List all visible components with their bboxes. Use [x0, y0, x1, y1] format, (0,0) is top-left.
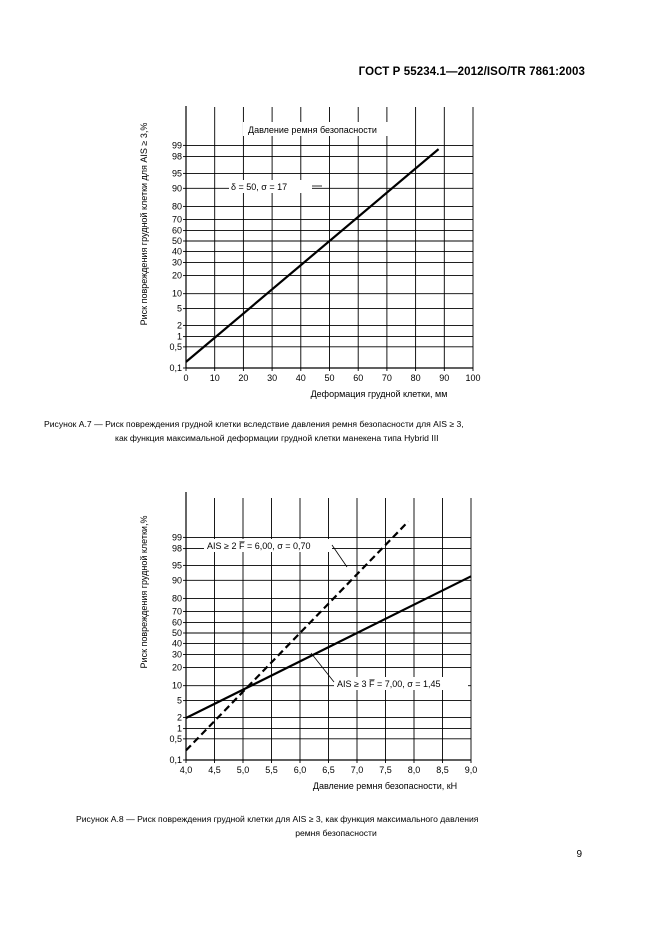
x-tick-label: 4,5 [208, 765, 221, 775]
y-tick-label: 99 [171, 532, 182, 543]
y-tick-label: 2 [176, 712, 182, 723]
y-tick-label: 20 [171, 662, 182, 673]
y-tick-label: 10 [171, 288, 182, 299]
x-tick-label: 10 [209, 373, 220, 383]
annotation-dashed-series: AIS ≥ 2 F̅ = 6,00, σ = 0,70 [207, 541, 311, 551]
y-tick-label: 60 [171, 617, 182, 628]
figure-a8-caption [76, 812, 636, 840]
y-tick-label: 0,5 [169, 733, 182, 744]
x-tick-label: 50 [324, 373, 335, 383]
y-tick-label: 40 [171, 638, 182, 649]
y-axis-title: Риск повреждения грудной клетки для AIS ≥ 3,% [139, 122, 149, 326]
y-tick-label: 98 [171, 543, 182, 554]
document-header: ГОСТ Р 55234.1—2012/ISO/TR 7861:2003 [358, 66, 585, 78]
x-tick-label: 5,5 [265, 765, 278, 775]
x-axis-title: Давление ремня безопасности, кН [312, 781, 458, 791]
y-tick-label: 0,5 [169, 341, 182, 352]
figure-a7-caption-line1: Рисунок А.7 — Риск повреждения грудной клетки вследствие давления ремня безопасности для AIS ≥ 3, [44, 419, 464, 429]
y-tick-label: 60 [171, 225, 182, 236]
figure-a8-caption-line1: Рисунок А.8 — Риск повреждения грудной клетки для AIS ≥ 3, как функция максимального давления [76, 814, 479, 824]
x-tick-label: 0 [183, 373, 189, 383]
x-tick-label: 6,0 [293, 765, 307, 775]
y-tick-label: 20 [171, 270, 182, 281]
y-tick-label: 50 [171, 628, 182, 638]
y-tick-label: 70 [171, 606, 182, 617]
x-tick-label: 8,0 [407, 765, 421, 775]
x-tick-label: 7,0 [350, 765, 364, 775]
y-tick-label: 95 [171, 168, 182, 179]
y-tick-label: 5 [176, 695, 182, 706]
chart-fig-a8 [0, 482, 661, 802]
y-tick-label: 80 [171, 201, 182, 212]
x-tick-label: 6,5 [322, 765, 335, 775]
y-tick-label: 80 [171, 593, 182, 604]
x-tick-label: 100 [465, 373, 481, 383]
y-tick-label: 5 [176, 303, 182, 314]
figure-a8-caption-line2: ремня безопасности [295, 828, 377, 838]
y-tick-label: 10 [171, 680, 182, 691]
chart-fig-a7 [0, 90, 661, 399]
y-tick-label: 70 [171, 214, 182, 225]
annotation-params: δ = 50, σ = 17 [231, 182, 288, 192]
x-tick-label: 5,0 [236, 765, 250, 775]
x-tick-label: 30 [267, 373, 278, 383]
x-tick-label: 80 [410, 373, 421, 383]
x-tick-label: 7,5 [379, 765, 392, 775]
y-tick-label: 1 [176, 331, 182, 342]
series-line-1 [186, 149, 439, 362]
series-line-1 [186, 521, 408, 750]
y-tick-label: 1 [176, 723, 182, 734]
x-tick-label: 90 [439, 373, 450, 383]
y-tick-label: 30 [171, 649, 182, 660]
figure-a7-caption [44, 417, 634, 445]
x-tick-label: 8,5 [436, 765, 449, 775]
page-number: 9 [576, 849, 582, 860]
x-tick-label: 20 [238, 373, 249, 383]
y-tick-label: 40 [171, 246, 182, 257]
y-tick-label: 90 [171, 183, 182, 194]
y-tick-label: 99 [171, 140, 182, 151]
x-tick-label: 70 [381, 373, 392, 383]
annotation-solid-series: AIS ≥ 3 F̅ = 7,00, σ = 1,45 [337, 679, 441, 689]
x-tick-label: 4,0 [179, 765, 193, 775]
y-tick-label: 90 [171, 575, 182, 586]
x-axis-title: Деформация грудной клетки, мм [310, 389, 448, 399]
y-tick-label: 0,1 [169, 755, 182, 765]
x-tick-label: 9,0 [464, 765, 478, 775]
annotation-series-name: Давление ремня безопасности [248, 125, 377, 135]
y-axis-title: Риск повреждения грудной клетки,% [139, 515, 149, 669]
x-tick-label: 40 [295, 373, 306, 383]
figure-a7-caption-line2: как функция максимальной деформации грудной клетки манекена типа Hybrid III [115, 433, 439, 443]
y-tick-label: 0,1 [169, 363, 182, 373]
y-tick-label: 30 [171, 257, 182, 268]
y-tick-label: 2 [176, 320, 182, 331]
y-tick-label: 95 [171, 560, 182, 571]
x-tick-label: 60 [353, 373, 364, 383]
y-tick-label: 98 [171, 151, 182, 162]
y-tick-label: 50 [171, 236, 182, 246]
